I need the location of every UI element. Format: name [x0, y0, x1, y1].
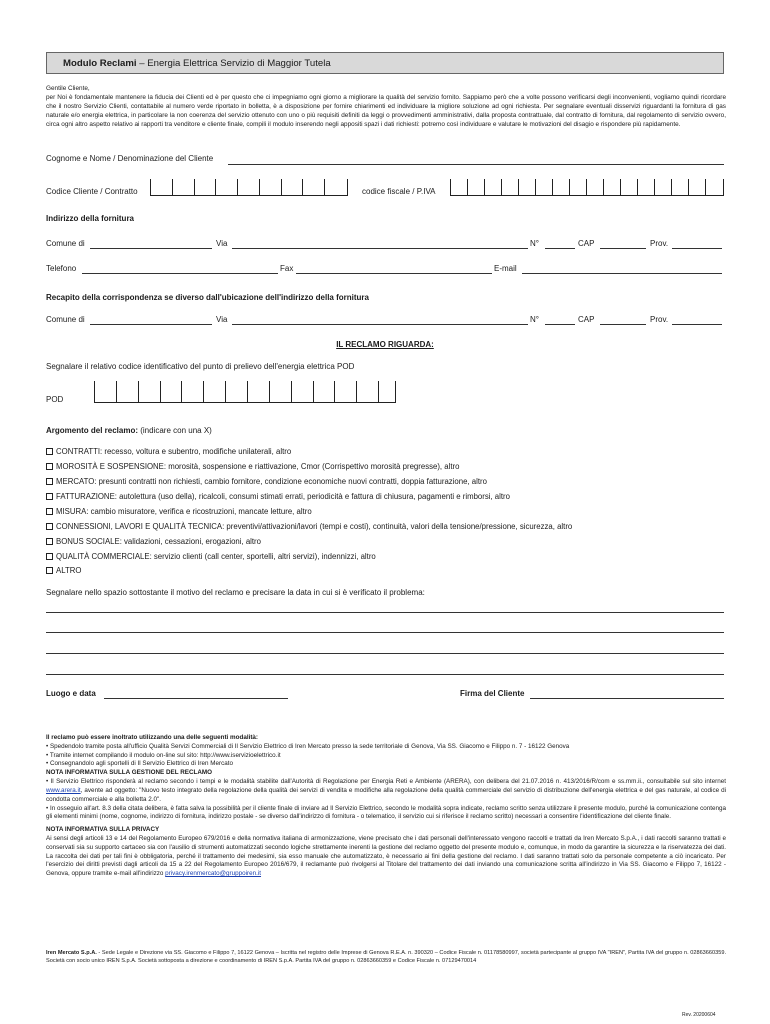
client-code-boxes[interactable]: [150, 179, 348, 196]
claim-note-title: NOTA INFORMATIVA SULLA GESTIONE DEL RECLAMO: [46, 769, 213, 777]
tax-code-label: codice fiscale / P.IVA: [362, 187, 436, 196]
form-title: Modulo Reclami – Energia Elettrica Servizio di Maggior Tutela: [63, 58, 331, 69]
checkbox-icon[interactable]: [46, 478, 53, 485]
phone-label: Telefono: [46, 264, 77, 273]
cap-field[interactable]: [600, 248, 646, 249]
pod-hint: Segnalare il relativo codice identificativo del punto di prelievo dell'energia elettrica POD: [46, 362, 355, 371]
mail-prov-field[interactable]: [672, 324, 722, 325]
via-label: Via: [216, 239, 228, 248]
client-code-label: Codice Cliente / Contratto: [46, 187, 138, 196]
mail-number-label: N°: [530, 315, 539, 324]
mail-comune-label: Comune di: [46, 315, 85, 324]
name-field[interactable]: [228, 164, 724, 165]
prov-label: Prov.: [650, 239, 669, 248]
claim-topic-option[interactable]: MERCATO: presunti contratti non richiesti, cambio fornitore, condizione economiche nuovi contratti, doppia fatturazione, altro: [46, 477, 487, 487]
claim-topic-option[interactable]: ALTRO: [46, 566, 81, 576]
comune-field[interactable]: [90, 248, 212, 249]
claim-topic-option[interactable]: FATTURAZIONE: autolettura (uso della), ricalcoli, consumi stimati errati, periodicità e fattura di chiusura, pagamenti e rimborsi, altro: [46, 492, 510, 502]
checkbox-icon[interactable]: [46, 493, 53, 500]
cap-label: CAP: [578, 239, 595, 248]
number-label: N°: [530, 239, 539, 248]
comune-label: Comune di: [46, 239, 85, 248]
mail-number-field[interactable]: [545, 324, 575, 325]
claim-topic-option[interactable]: CONTRATTI: recesso, voltura e subentro, modifiche unilaterali, altro: [46, 447, 291, 457]
mail-via-label: Via: [216, 315, 228, 324]
checkbox-icon[interactable]: [46, 538, 53, 545]
reason-line-1[interactable]: [46, 612, 724, 613]
phone-field[interactable]: [82, 273, 278, 274]
checkbox-icon[interactable]: [46, 553, 53, 560]
email-label: E-mail: [494, 264, 517, 273]
name-label: Cognome e Nome / Denominazione del Cliente: [46, 154, 214, 163]
fax-field[interactable]: [296, 273, 492, 274]
place-date-field[interactable]: [104, 698, 288, 699]
mail-comune-field[interactable]: [90, 324, 212, 325]
reason-line-4[interactable]: [46, 674, 724, 675]
company-footer: Iren Mercato S.p.A. - Sede Legale e Direzione via SS. Giacomo e Filippo 7, 16122 Genova – Iscritta nel registro delle Imprese di Genova R.E.A. n. 390320 – Codice Fiscale n. 01178580997, società partecipante al gruppo IVA "IREN", Partita IVA del gruppo n. 02863660359. Società con socio unico IREN S.p.A. Società sottoposta a direzione e coordinamento di IREN S.p.A. Partita IVA del gruppo n. 02863660359 e Codice Fiscale n. 07129470014: [46, 950, 727, 964]
pod-boxes[interactable]: [94, 381, 396, 403]
claim-note-2: • In osseguio all'art. 8.3 della citata delibera, è fatta salva la possibilità per il cliente finale di inviare ad Il Servizio Elettrico, secondo le modalità sopra indicate, reclamo scritto senza utilizzare il presente modulo, purché la comunicazione contenga gli elementi minimi (nome, cognome, indirizzo di fornitura, indirizzo postale - se diverso dall'indirizzo di fornitura - o telematico, il servizio cui si riferisce il reclamo scritto) necessari a consentire l'identificazione del cliente finale.: [46, 804, 726, 821]
claim-topic-option[interactable]: CONNESSIONI, LAVORI E QUALITÀ TECNICA: preventivi/attivazioni/lavori (tempi e costi), continuità, valori della tensione/pressione, sicurezza, altro: [46, 522, 572, 532]
email-field[interactable]: [522, 273, 722, 274]
reason-hint: Segnalare nello spazio sottostante il motivo del reclamo e precisare la data in cui si è verificato il problema:: [46, 588, 425, 597]
revision-code: Rev. 20200604: [682, 1012, 716, 1018]
claim-topic-option[interactable]: MISURA: cambio misuratore, verifica e ricostruzioni, mancate letture, altro: [46, 507, 312, 517]
intro-greeting: Gentile Cliente,: [46, 85, 90, 92]
reason-line-3[interactable]: [46, 653, 724, 654]
privacy-title: NOTA INFORMATIVA SULLA PRIVACY: [46, 826, 160, 834]
privacy-email-link[interactable]: privacy.irenmercato@gruppoiren.it: [165, 870, 262, 878]
arera-link[interactable]: www.arera.it: [46, 786, 81, 794]
reason-line-2[interactable]: [46, 632, 724, 633]
fax-label: Fax: [280, 264, 294, 273]
checkbox-icon[interactable]: [46, 448, 53, 455]
intro-text: per Noi è fondamentale mantenere la fiducia dei Clienti ed è per questo che ci impegniamo ogni giorno a migliorare la qualità del servizio fornito. Sappiamo però che a volte possono verificarsi degli inconvenienti, vogliamo quindi ricordare che il nostro Servizio Clienti, contattabile al numero verde riportato in bolletta, è a disposizione per fornire chiarimenti ed individuare la migliore soluzione ad ogni richiesta. Per segnalare eventuali disservizi riguardanti la fornitura di gas naturale e/o energia elettrica, in particolare la non coerenza del servizio ottenuto con uno o più requisiti definiti da leggi o provvedimenti amministrativi, dalla proposta contrattuale, dal contratto di fornitura, dal regolamento di servizio ovvero, circa ogni altro aspetto relativo ai rapporti tra venditore e cliente finale, compili il modulo inserendo negli appositi spazi i dati richiesti: potremo così individuare e valutare le motivazioni del disagio e rispondere più rapidamente.: [46, 94, 726, 129]
signature-label: Firma del Cliente: [460, 689, 525, 698]
privacy-text: Ai sensi degli articoli 13 e 14 del Regolamento Europeo 679/2016 e della normativa italiana di armonizzazione, viene precisato che i dati personali dell'interessato vengono raccolti e trattati da Iren Mercato S.p.A., i dati raccolti saranno trattati e conservati sia su supporto cartaceo sia con l'ausilio di strumenti automatizzati secondo logiche strettamente inerenti la gestione del reclamo oggetto del presente modulo e, comunque, in modo da garantire la sicurezza e la riservatezza dei dati. La raccolta dei dati per tali fini è obbligatoria, perché il trattamento dei medesimi, sia esso manuale che automatizzato, è necessario ai fini della gestione del reclamo. I dati saranno trattati solo da personale competente a ciò incaricato. Per l'esercizio dei diritti previsti dagli articoli da 15 a 22 del Regolamento Europeo 2016/679, il reclamante può rivolgersi al Titolare del trattamento dei dati inviando una comunicazione scritta all'indirizzo in Via SS. Giacomo e Filippo 7, 16122 - Genova, oppure tramite e-mail all'indirizzo privacy.irenmercato@gruppoiren.it: [46, 834, 726, 878]
claim-topic-option[interactable]: QUALITÀ COMMERCIALE: servizio clienti (call center, sportelli, altri servizi), indennizzi, altro: [46, 552, 376, 562]
claim-note-1: • Il Servizio Elettrico risponderà al reclamo secondo i tempi e le modalità stabilite dall'Autorità di Regolazione per Energia Reti e Ambiente (ARERA), con delibera del 21.07.2016 n. 413/2016/R/com e ss.mm.ii., consultabile sul sito internet www.arera.it, avente ad oggetto: "Nuovo testo integrato della regolazione della qualità dei servizi di vendita e modifiche alla regolazione della qualità commerciale del servizio di distribuzione dell'energia elettrica e del gas naturale, al codice di condotta commerciale e alla bolletta 2.0".: [46, 778, 726, 803]
submission-title: Il reclamo può essere inoltrato utilizzando una delle seguenti modalità:: [46, 734, 259, 741]
claim-topic-heading: Argomento del reclamo: (indicare con una X): [46, 426, 212, 435]
number-field[interactable]: [545, 248, 575, 249]
submission-item: • Spedendolo tramite posta all'ufficio Qualità Servizi Commerciali di Il Servizio Elettrico di Iren Mercato presso la sede territoriale di Genova, Via SS. Giacomo e Filippo n. 7 - 16122 Genova: [46, 742, 570, 750]
submission-item: • Consegnandolo agli sportelli di Il Servizio Elettrico di Iren Mercato: [46, 760, 234, 768]
checkbox-icon[interactable]: [46, 463, 53, 470]
mail-via-field[interactable]: [232, 324, 528, 325]
mail-prov-label: Prov.: [650, 315, 669, 324]
submission-item: • Tramite internet compilando il modulo on-line sul sito: http://www.iservizioelettrico.it: [46, 751, 281, 759]
tax-code-boxes[interactable]: [450, 179, 724, 196]
via-field[interactable]: [232, 248, 528, 249]
place-date-label: Luogo e data: [46, 689, 96, 698]
form-title-box: [46, 52, 724, 74]
prov-field[interactable]: [672, 248, 722, 249]
claim-section-title: IL RECLAMO RIGUARDA:: [336, 340, 434, 349]
claim-topic-option[interactable]: MOROSITÀ E SOSPENSIONE: morosità, sospensione e riattivazione, Cmor (Corrispettivo morosità pregresse), altro: [46, 462, 459, 472]
pod-label: POD: [46, 395, 64, 404]
checkbox-icon[interactable]: [46, 567, 53, 574]
mail-cap-field[interactable]: [600, 324, 646, 325]
checkbox-icon[interactable]: [46, 523, 53, 530]
mailing-address-title: Recapito della corrispondenza se diverso dall'ubicazione dell'indirizzo della fornitura: [46, 293, 369, 302]
checkbox-icon[interactable]: [46, 508, 53, 515]
claim-topic-option[interactable]: BONUS SOCIALE: validazioni, cessazioni, erogazioni, altro: [46, 537, 261, 547]
submission-info: [46, 734, 726, 879]
mail-cap-label: CAP: [578, 315, 595, 324]
signature-field[interactable]: [530, 698, 724, 699]
supply-address-title: Indirizzo della fornitura: [46, 214, 135, 223]
